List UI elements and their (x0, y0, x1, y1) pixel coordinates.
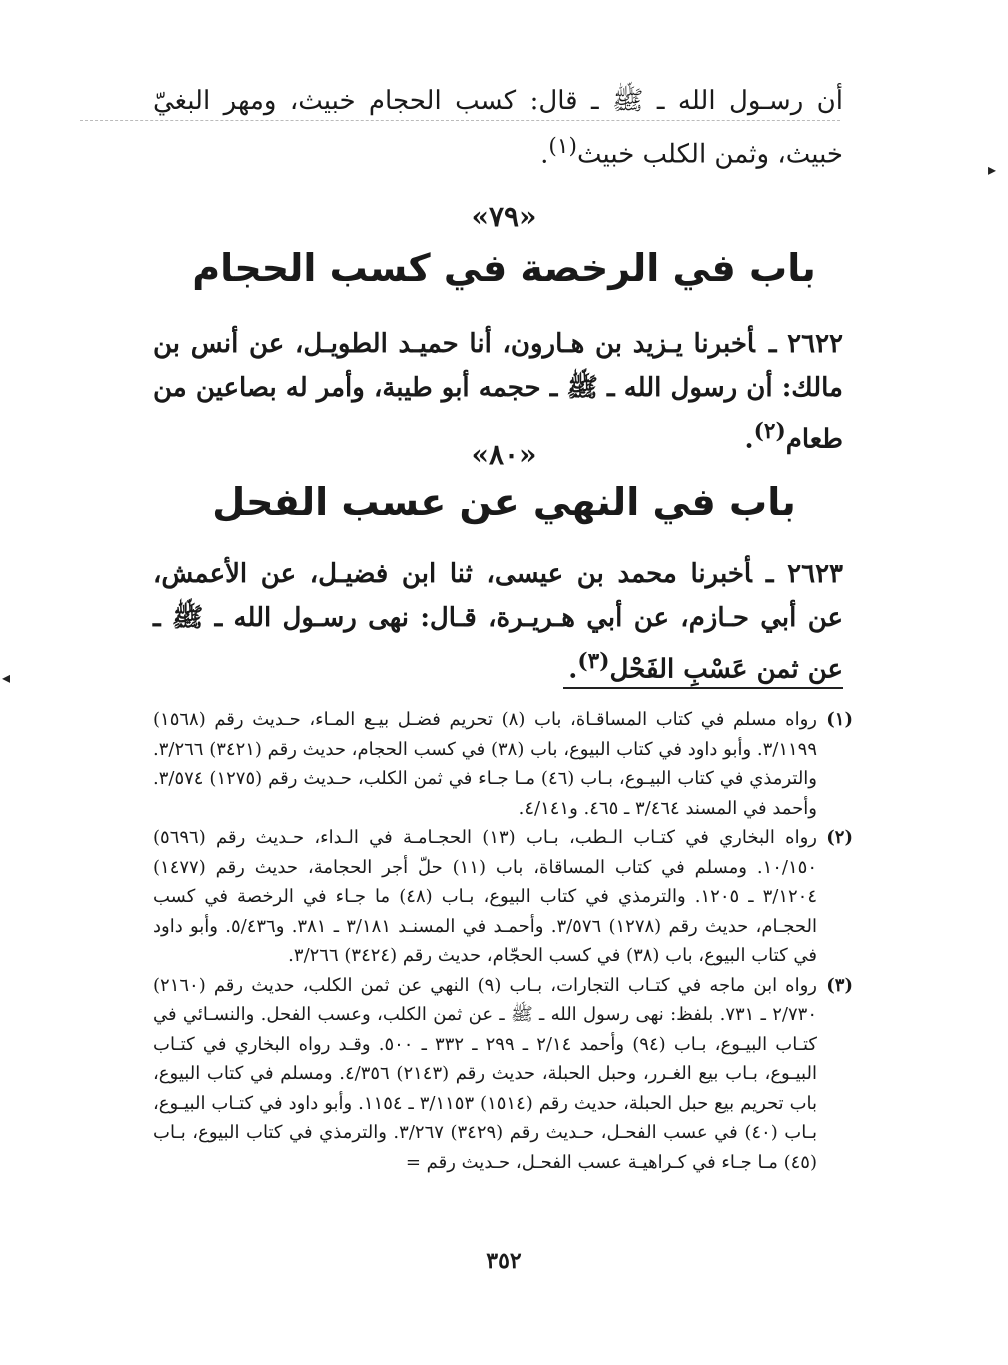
hadith-number: ٢٦٢٢ ـ (768, 329, 843, 359)
hadith-footnote-ref: (٢) (753, 419, 786, 444)
footnote-text: رواه ابن ماجه في كتـاب التجارات، بـاب (٩) النهي عن ثمن الكلب، حديث رقم (٢١٦٠) ٢/٧٣٠ ـ ٧٣١. بلفظ: نهى رسول الله ـ ﷺ ـ عن ثمن الكلب، وعسب الفحل. والنسـائي في كتـاب البيـوع، بـاب (٩٤) وأحمد ٢/١٤ ـ ٢٩٩ ـ ٣٣٢ ـ ٥٠٠. وقـد رواه البخاري في كتـاب البيـوع، بـاب بيع الغـرر، وحبل الحبلة، حديث رقم (٢١٤٣) ٤/٣٥٦. ومسلم في كتاب البيوع، باب تحريم بيع حبل الحبلة، حديث رقم (١٥١٤) ٣/١١٥٣ ـ ١١٥٤. وأبو داود في كتـاب البيـوع، بـاب (٤٠) في عسب الفحـل، حـديث رقم (٣٤٢٩) ٣/٢٦٧. والترمذي في كتاب البيوع، بـاب (٤٥) مـا جـاء في كـراهيـة عسب الفحـل، حـديث رقم = (153, 974, 818, 1173)
footnote-number: (٣) (826, 974, 853, 996)
footnote-text: رواه البخاري في كتـاب الـطب، بـاب (١٣) الحجـامـة في الـداء، حـديث رقم (٥٦٩٦) ١٠/١٥٠. ومسلم في كتاب المساقاة، باب (١١) حلّ أجر الحجامة، حديث رقم (١٤٧٧) ٣/١٢٠٤ ـ ١٢٠٥. والترمذي في كتاب البيوع، بـاب (٤٨) ما جـاء في الرخصة في كسب الحجـام، حديث رقم (١٢٧٨) ٣/٥٧٦. وأحمـد في المسنـد ٣/١٨١ ـ ٣٨١. و٥/٤٣٦. وأبو داود في كتاب البيوع، باب (٣٨) في كسب الحجّام، حديث رقم (٣٤٢٤) ٣/٢٦٦. (153, 827, 818, 966)
hadith-footnote-ref: (٣) (577, 649, 610, 674)
hadith-number: ٢٦٢٣ ـ (765, 559, 843, 589)
section-number-80: «٨٠» (471, 438, 537, 471)
footnote-number: (١) (826, 709, 853, 730)
binding-mark-icon: ◂ (2, 668, 11, 687)
binding-mark-icon: ▸ (988, 160, 997, 179)
hadith-end: . (744, 424, 754, 455)
section-number-79: «٧٩» (471, 200, 537, 233)
section-title-79: باب في الرخصة في كسب الحجام (192, 246, 816, 290)
footnote-divider (563, 687, 843, 689)
hadith-end: . (568, 654, 578, 685)
intro-footnote-ref: (١) (548, 134, 577, 159)
hadith-2623 (153, 552, 843, 692)
footnote-text: رواه مسلم في كتاب المساقـاة، باب (٨) تحريم فضـل بيـع المـاء، حـديث رقم (١٥٦٨) ٣/١١٩٩. وأبو داود في كتاب البيوع، باب (٣٨) في كسب الحجام، حديث رقم (٣٤٢١) ٣/٢٦٦. والترمذي في كتاب البيـوع، بـاب (٤٦) مـا جـاء في ثمن الكلب، حـديث رقم (١٢٧٥) ٣/٥٧٤. وأحمد في المسند ٣/٤٦٤ ـ ٤٦٥. و٤/١٤١. (153, 709, 818, 819)
intro-paragraph: أن رسـول الله ـ ﷺ ـ قال: كسب الحجام خبيث، ومهر البغيّ خبيث، وثمن الكلب خبيث$^{(١)}$. (153, 86, 843, 170)
footnotes (153, 705, 853, 1177)
section-title-80: باب في النهي عن عسب الفحل (212, 480, 796, 524)
footnote-2 (153, 823, 853, 971)
footnote-number: (٢) (826, 827, 853, 848)
page-number: ٣٥٢ (486, 1248, 522, 1274)
footnote-3 (153, 971, 853, 1178)
hadith-text: أخبرنا محمد بن عيسى، ثنا ابن فضيـل، عن الأعمش، عن أبي حـازم، عن أبي هـريـرة، قـال: نهى رسـول الله ـ ﷺ ـ عن ثمن عَسْبِ الفَحْل (153, 559, 843, 685)
intro-text: أن رسـول الله ـ ﷺ ـ قال: كسب الحجام خبيث، ومهر البغيّ خبيث، وثمن الكلب خبيث (153, 86, 843, 170)
footnote-1 (153, 705, 853, 823)
hadith-text: أخبرنا يـزيد بن هـارون، أنا حميـد الطويـل، عن أنس بن مالك: أن رسول الله ـ ﷺ ـ حجمه أبو طيبة، وأمر له بصاعين من طعام (153, 329, 843, 455)
